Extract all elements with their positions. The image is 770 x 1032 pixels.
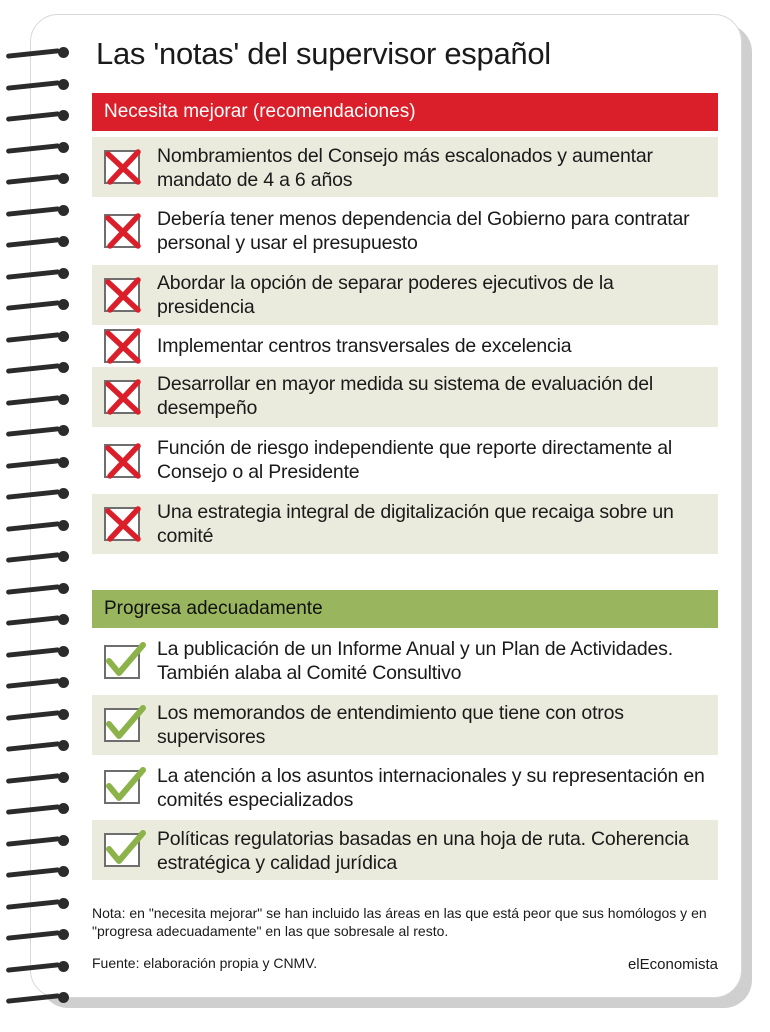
spiral-ring <box>6 517 72 535</box>
check-icon <box>104 833 140 867</box>
cross-icon <box>104 278 140 312</box>
check-icon <box>104 770 140 804</box>
list-item <box>92 367 718 427</box>
spiral-ring <box>6 706 72 724</box>
spiral-ring <box>6 391 72 409</box>
list-item <box>92 695 718 755</box>
spiral-ring <box>6 76 72 94</box>
cross-icon <box>104 214 140 248</box>
list-item <box>92 201 718 261</box>
footnote: Nota: en "necesita mejorar" se han incluido las áreas en las que está peor que sus homólogos y en "progresa adecuadamente" en las que sobresale al resto. <box>92 905 707 939</box>
spiral-ring <box>6 958 72 976</box>
spiral-ring <box>6 800 72 818</box>
item-text: Desarrollar en mayor medida su sistema de evaluación del desempeño <box>157 373 654 419</box>
spiral-ring <box>6 643 72 661</box>
list-item <box>92 137 718 197</box>
spiral-ring <box>6 139 72 157</box>
item-text: Políticas regulatorias basadas en una hoja de ruta. Coherencia estratégica y calidad jurídica <box>157 828 689 874</box>
spiral-ring <box>6 674 72 692</box>
spiral-ring <box>6 359 72 377</box>
list-item <box>92 494 718 554</box>
check-icon <box>104 708 140 742</box>
spiral-ring <box>6 926 72 944</box>
cross-icon <box>104 507 140 541</box>
item-text: Función de riesgo independiente que reporte directamente al Consejo o al Presidente <box>157 437 673 483</box>
spiral-ring <box>6 832 72 850</box>
list-item <box>92 820 718 880</box>
item-text: Una estrategia integral de digitalización que recaiga sobre un comité <box>157 501 674 547</box>
list-item <box>92 327 718 365</box>
source-line: Fuente: elaboración propia y CNMV. <box>92 955 318 971</box>
section-header-progress: Progresa adecuadamente <box>92 590 718 628</box>
item-text: Debería tener menos dependencia del Gobierno para contratar personal y usar el presupuesto <box>157 208 690 254</box>
spiral-ring <box>6 265 72 283</box>
check-icon <box>104 645 140 679</box>
section-header-improve: Necesita mejorar (recomendaciones) <box>92 93 718 131</box>
list-item <box>92 632 718 692</box>
item-text: La publicación de un Informe Anual y un Plan de Actividades. También alaba al Comité Consultivo <box>157 638 673 684</box>
item-text: Implementar centros transversales de excelencia <box>157 335 572 357</box>
list-item <box>92 431 718 491</box>
spiral-ring <box>6 202 72 220</box>
cross-icon <box>104 150 140 184</box>
spiral-ring <box>6 328 72 346</box>
spiral-ring <box>6 580 72 598</box>
spiral-ring <box>6 44 72 62</box>
spiral-ring <box>6 989 72 1007</box>
item-text: Los memorandos de entendimiento que tiene con otros supervisores <box>157 702 624 748</box>
spiral-ring <box>6 611 72 629</box>
spiral-ring <box>6 296 72 314</box>
spiral-ring <box>6 170 72 188</box>
spiral-ring <box>6 895 72 913</box>
spiral-ring <box>6 737 72 755</box>
spiral-ring <box>6 548 72 566</box>
spiral-ring <box>6 107 72 125</box>
spiral-ring <box>6 233 72 251</box>
spiral-ring <box>6 863 72 881</box>
brand-logo: elEconomista <box>627 956 718 973</box>
item-text: La atención a los asuntos internacionales y su representación en comités especializados <box>157 765 705 811</box>
spiral-ring <box>6 454 72 472</box>
cross-icon <box>104 444 140 478</box>
item-text: Abordar la opción de separar poderes ejecutivos de la presidencia <box>157 272 614 318</box>
list-item <box>92 265 718 325</box>
spiral-ring <box>6 769 72 787</box>
item-text: Nombramientos del Consejo más escalonados y aumentar mandato de 4 a 6 años <box>157 145 653 191</box>
page-title: Las 'notas' del supervisor español <box>96 36 551 71</box>
spiral-ring <box>6 485 72 503</box>
cross-icon <box>104 380 140 414</box>
cross-icon <box>104 329 140 363</box>
spiral-ring <box>6 422 72 440</box>
spiral-binding <box>0 0 80 1032</box>
list-item <box>92 757 718 817</box>
